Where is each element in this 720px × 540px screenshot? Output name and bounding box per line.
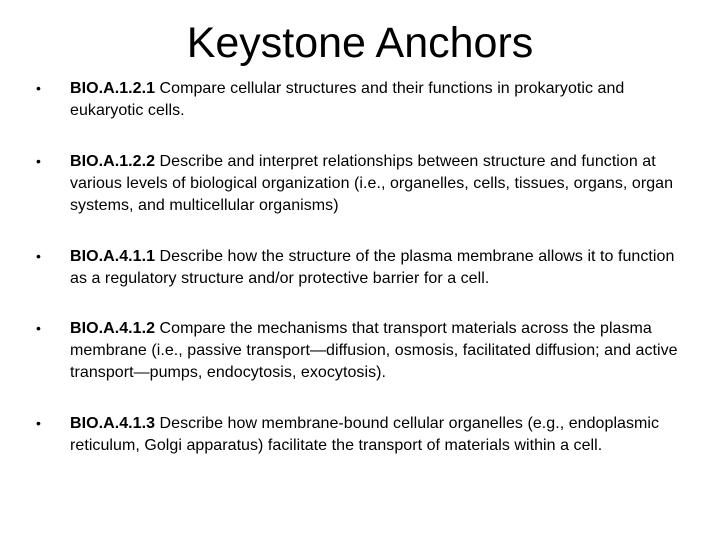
bullet-icon: • — [36, 153, 41, 169]
anchor-code: BIO.A.4.1.3 — [70, 415, 156, 432]
anchor-text — [70, 413, 685, 457]
anchor-text — [70, 318, 685, 384]
slide-title: Keystone Anchors — [186, 19, 534, 67]
anchor-description: Describe how membrane‐bound cellular organelles (e.g., endoplasmic reticulum, Golgi apparatus) facilitate the transport of materials within a cell. — [70, 415, 660, 454]
bullet-icon: • — [36, 415, 41, 431]
anchor-code: BIO.A.4.1.1 — [70, 248, 156, 265]
anchor-code: BIO.A.4.1.2 — [70, 320, 156, 337]
anchor-text — [70, 78, 685, 122]
anchor-code: BIO.A.1.2.1 — [70, 80, 156, 97]
anchor-description: Compare the mechanisms that transport materials across the plasma membrane (i.e., passive transport—diffusion, osmosis, facilitated diffusion; and active transport—pumps, endocytosis, exocytosis). — [70, 320, 678, 381]
bullet-icon: • — [36, 248, 41, 264]
anchor-description: Compare cellular structures and their functions in prokaryotic and eukaryotic cells. — [70, 80, 625, 119]
bullet-icon: • — [36, 80, 41, 96]
anchor-description: Describe how the structure of the plasma membrane allows it to function as a regulatory structure and/or protective barrier for a cell. — [70, 248, 675, 287]
bullet-icon: • — [36, 320, 41, 336]
anchor-text — [70, 151, 685, 217]
anchor-text — [70, 246, 685, 290]
anchor-code: BIO.A.1.2.2 — [70, 153, 156, 170]
anchor-description: Describe and interpret relationships between structure and function at various levels of biological organization (i.e., organelles, cells, tissues, organs, organ systems, and multicellular organisms) — [70, 153, 674, 214]
